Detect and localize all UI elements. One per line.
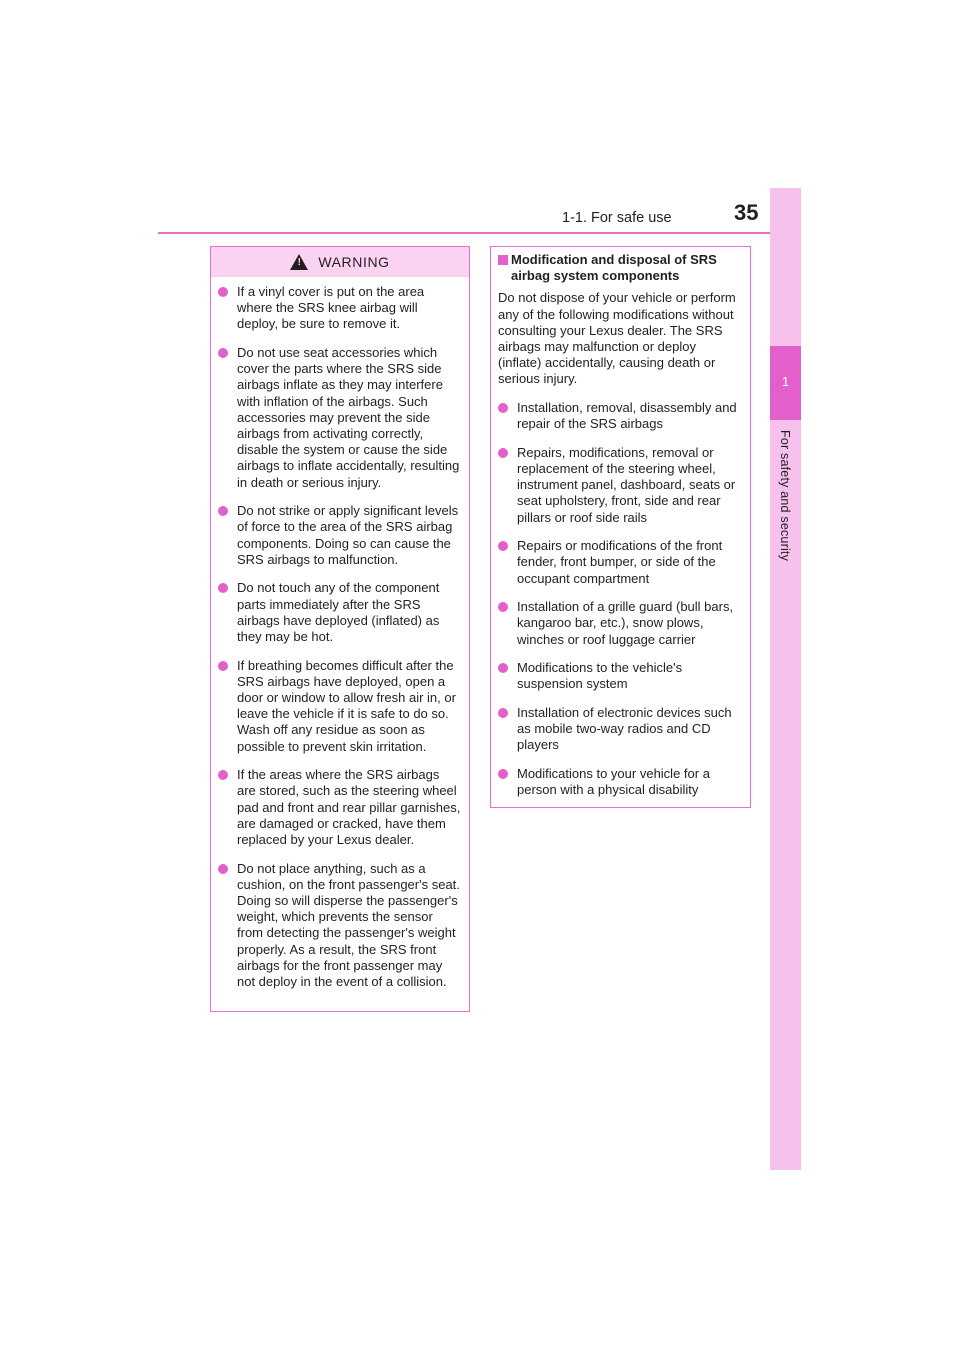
- modification-item: Installation of a grille guard (bull bars, kangaroo bar, etc.), snow plows, winches or roof luggage carrier: [498, 599, 742, 648]
- warning-header: [211, 247, 469, 277]
- modification-item: Installation of electronic devices such as mobile two-way radios and CD players: [498, 705, 742, 754]
- modification-item: Installation, removal, disassembly and repair of the SRS airbags: [498, 400, 742, 432]
- warning-triangle-icon: !: [290, 254, 308, 270]
- chapter-number: 1: [781, 374, 790, 389]
- modification-list: [498, 400, 742, 798]
- warning-list: [211, 277, 469, 990]
- modification-intro: Do not dispose of your vehicle or perform any of the following modifications without consulting your Lexus dealer. The SRS airbags may malfunction or deploy (inflate) accidentally, causing death or serious injury.: [498, 290, 736, 387]
- modification-heading: Modification and disposal of SRS airbag system components: [498, 252, 742, 284]
- chapter-tab: [770, 346, 801, 420]
- warning-item: Do not place anything, such as a cushion, on the front passenger's seat. Doing so will disperse the passenger's weight, which prevents the sensor from detecting the passenger's weight properly. As a result, the SRS front airbags for the front passenger may not deploy in the event of a collision.: [218, 861, 461, 991]
- header-rule: [158, 232, 770, 234]
- warning-box: [210, 246, 470, 1012]
- warning-item: Do not use seat accessories which cover the parts where the SRS side airbags inflate as they may interfere with inflation of the airbags. Such accessories may prevent the side airbags from activating correctly, disable the system or cause the side airbags to inflate accidentally, resulting in death or serious injury.: [218, 345, 461, 491]
- warning-item: If the areas where the SRS airbags are stored, such as the steering wheel pad and front and rear pillar garnishes, are damaged or cracked, have them replaced by your Lexus dealer.: [218, 767, 461, 848]
- warning-item: If a vinyl cover is put on the area where the SRS knee airbag will deploy, be sure to remove it.: [218, 284, 461, 333]
- modification-item: Repairs or modifications of the front fender, front bumper, or side of the occupant compartment: [498, 538, 742, 587]
- warning-title: WARNING: [318, 254, 390, 270]
- modification-item: Repairs, modifications, removal or replacement of the steering wheel, instrument panel, dashboard, seats or seat upholstery, front, side and rear pillars or roof side rails: [498, 445, 742, 526]
- warning-item: Do not touch any of the component parts immediately after the SRS airbags have deployed (inflated) as they may be hot.: [218, 580, 461, 645]
- modification-item: Modifications to the vehicle's suspension system: [498, 660, 742, 692]
- chapter-title: For safety and security: [778, 430, 792, 562]
- warning-item: Do not strike or apply significant levels of force to the area of the SRS airbag components. Doing so can cause the SRS airbags to malfunction.: [218, 503, 461, 568]
- warning-item: If breathing becomes difficult after the SRS airbags have deployed, open a door or window to allow fresh air in, or leave the vehicle if it is safe to do so. Wash off any residue as soon as possible to prevent skin irritation.: [218, 658, 461, 755]
- side-tab: [770, 188, 801, 1170]
- modification-box: [490, 246, 751, 808]
- modification-item: Modifications to your vehicle for a person with a physical disability: [498, 766, 742, 798]
- section-title: 1-1. For safe use: [562, 210, 672, 226]
- page-number: 35: [734, 200, 759, 225]
